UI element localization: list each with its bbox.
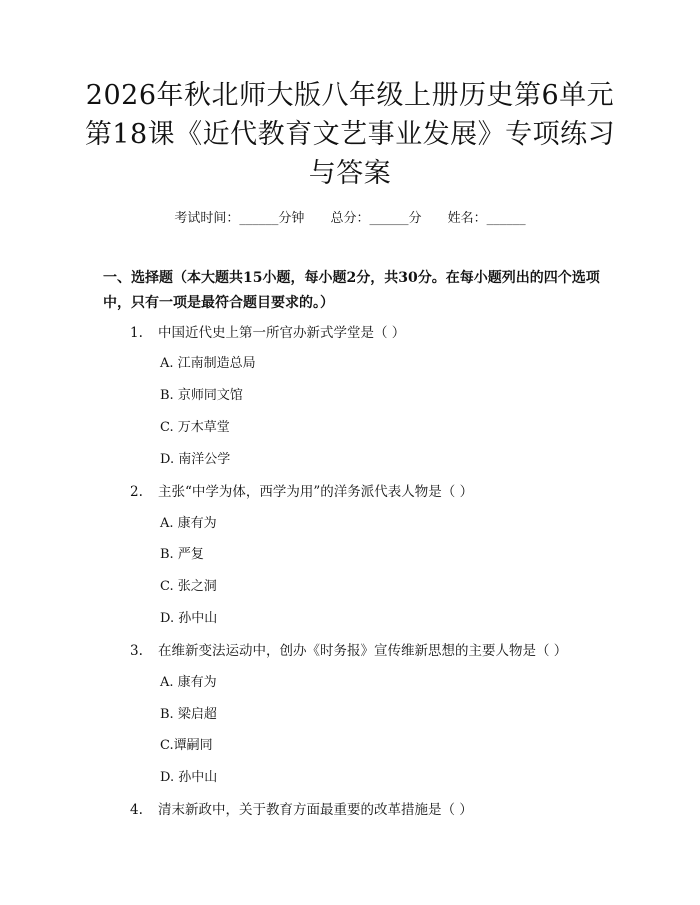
question-number: 3. [130, 643, 143, 659]
option-1d: D. 南洋公学 [160, 452, 231, 467]
option-2b: B. 严复 [160, 547, 204, 562]
question-number: 2. [130, 484, 143, 500]
option-1c: C. 万木草堂 [160, 420, 230, 435]
option-2a: A. 康有为 [160, 516, 217, 531]
question-1 [130, 321, 405, 341]
option-2c: C. 张之洞 [160, 579, 217, 594]
option-3a: A. 康有为 [160, 675, 217, 690]
document-title [40, 76, 660, 193]
question-text: 清末新政中，关于教育方面最重要的改革措施是（ ） [158, 802, 473, 818]
title-line-1: 2026年秋北师大版八年级上册历史第6单元 [85, 80, 615, 111]
question-2 [130, 480, 473, 500]
question-text: 中国近代史上第一所官办新式学堂是（ ） [158, 325, 406, 341]
option-3c: C.谭嗣同 [160, 738, 213, 753]
question-3 [130, 639, 567, 659]
exam-score: 总分：______分 [330, 211, 422, 226]
exam-info [0, 207, 700, 226]
option-1a: A. 江南制造总局 [160, 356, 256, 371]
question-text: 在维新变法运动中，创办《时务报》宣传维新思想的主要人物是（ ） [158, 643, 568, 659]
question-text: 主张“中学为体，西学为用”的洋务派代表人物是（ ） [158, 484, 474, 500]
section-heading: 一、选择题（本大题共15小题，每小题2分，共30分。在每小题列出的四个选项中，只有一项是最符合题目要求的。） [103, 270, 600, 311]
question-number: 4. [130, 802, 143, 818]
question-4 [130, 798, 473, 818]
title-line-3: 与答案 [308, 158, 392, 189]
option-3b: B. 梁启超 [160, 707, 217, 722]
option-3d: D. 孙中山 [160, 770, 218, 785]
title-line-2: 第18课《近代教育文艺事业发展》专项练习 [84, 119, 616, 150]
option-1b: B. 京师同文馆 [160, 388, 243, 403]
question-number: 1. [130, 325, 143, 341]
option-2d: D. 孙中山 [160, 611, 218, 626]
exam-time: 考试时间：______分钟 [174, 211, 305, 226]
student-name: 姓名：______ [447, 211, 526, 226]
